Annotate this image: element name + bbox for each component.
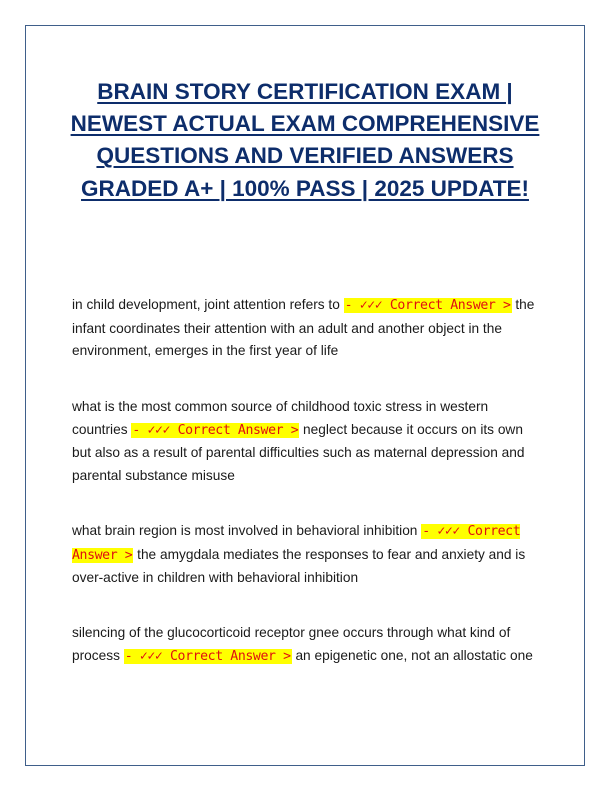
answer-text: neglect because it occurs on its own but also as a result of parental difficulties such as maternal depression and parental substance misuse [72, 421, 525, 483]
qa-item-1 [72, 294, 542, 363]
correct-answer-marker: - ✓✓✓ Correct Answer > [72, 524, 521, 563]
question-text: silencing of the glucocorticoid receptor gnee occurs through what kind of process [72, 625, 511, 663]
qa-item-2 [72, 396, 542, 487]
correct-answer-marker: - ✓✓✓ Correct Answer > [344, 298, 511, 313]
answer-text: an epigenetic one, not an allostatic one [295, 647, 533, 663]
question-text: what brain region is most involved in behavioral inhibition [72, 523, 418, 538]
correct-answer-marker: - ✓✓✓ Correct Answer > [124, 648, 291, 664]
document-title: BRAIN STORY CERTIFICATION EXAM | NEWEST ACTUAL EXAM COMPREHENSIVE QUESTIONS AND VERIFIED ANSWERS GRADED A+ | 100% PASS | 2025 UPDATE! [70, 79, 540, 201]
qa-item-3 [72, 520, 542, 590]
answer-text: the amygdala mediates the responses to fear and anxiety and is over-active in children with behavioral inhibition [72, 546, 526, 585]
correct-answer-marker: - ✓✓✓ Correct Answer > [132, 422, 299, 438]
question-text: what is the most common source of childhood toxic stress in western countries [72, 399, 489, 437]
question-text: in child development, joint attention refers to [72, 297, 340, 312]
qa-item-4 [72, 622, 542, 668]
answer-text: the infant coordinates their attention with an adult and another object in the environment, emerges in the first year of life [72, 297, 535, 358]
